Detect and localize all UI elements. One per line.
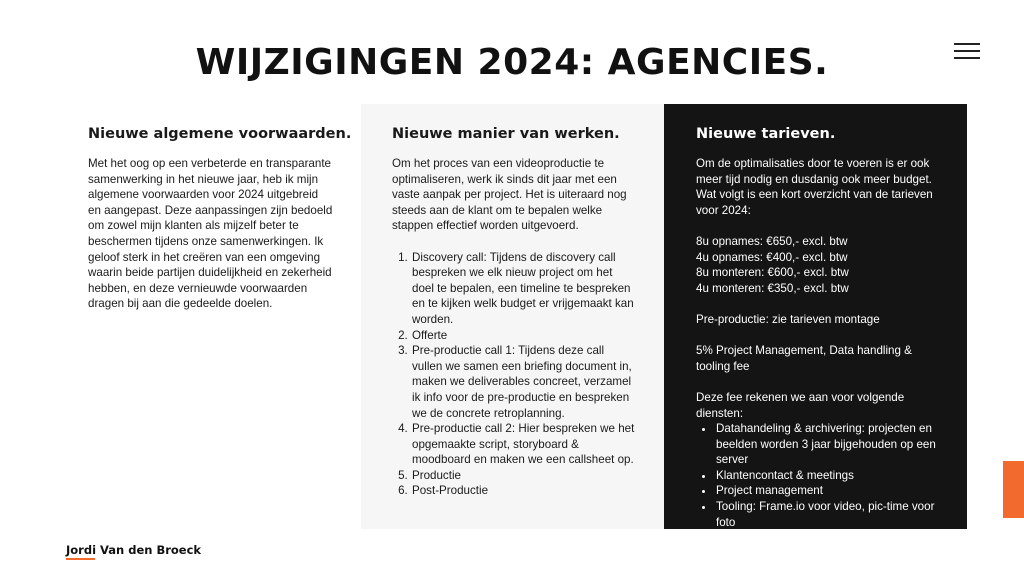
rates-intro: Om de optimalisaties door te voeren is er ook meer tijd nodig en dusdanig ook meer budget. Wat volgt is een kort overzicht van de tarieven voor 2024:	[696, 157, 933, 217]
services-list	[715, 421, 945, 530]
workflow-intro: Om het proces van een videoproductie te optimaliseren, werk ik sinds dit jaar met een vaste aanpak per project. Het is uiteraard nog steeds aan de klant om te bepalen welke stappen effectief worden uitgevoerd.	[392, 157, 627, 233]
workflow-heading: Nieuwe manier van werken.	[392, 126, 620, 142]
side-tab-button[interactable]	[1003, 461, 1024, 518]
list-item: • Tooling: Frame.io voor video, pic-time voor foto	[715, 499, 945, 530]
list-item: 6. Post-Productie	[411, 483, 636, 499]
workflow-steps	[411, 250, 636, 500]
rate-line: 4u monteren: €350,- excl. btw	[696, 281, 849, 295]
preproduction-rate: Pre-productie: zie tarieven montage	[696, 312, 880, 326]
menu-line	[954, 43, 980, 45]
fee-text: 5% Project Management, Data handling & tooling fee	[696, 344, 912, 373]
list-item: • Project management	[715, 483, 945, 499]
content-columns	[57, 104, 967, 529]
fee-intro: Deze fee rekenen we aan voor volgende diensten:	[696, 390, 905, 420]
rate-line: 4u opnames: €400,- excl. btw	[696, 250, 848, 264]
menu-line	[954, 50, 980, 52]
rates-heading: Nieuwe tarieven.	[696, 126, 836, 142]
list-item: 3. Pre-productie call 1: Tijdens deze call vullen we samen een briefing document in, maken we deliverables concreet, verzamel ik info voor de pre-productie en bespreken we de concrete retroplanning.	[411, 343, 636, 421]
terms-column	[57, 104, 361, 529]
list-item: • Datahandeling & archivering: projecten en beelden worden 3 jaar bijgehouden op een server	[715, 421, 945, 468]
rates-list	[696, 234, 945, 296]
rates-column	[664, 104, 967, 529]
terms-heading: Nieuwe algemene voorwaarden.	[88, 126, 352, 142]
page-title: WIJZIGINGEN 2024: AGENCIES.	[195, 42, 829, 83]
brand-name[interactable]: Jordi Van den Broeck	[66, 543, 202, 557]
list-item: 2. Offerte	[411, 328, 636, 344]
rate-line: 8u monteren: €600,- excl. btw	[696, 266, 849, 280]
list-item: 1. Discovery call: Tijdens de discovery call bespreken we elk nieuw project om het doel te bepalen, een timeline te bespreken en te kijken welk budget er vrijgemaakt kan worden.	[411, 250, 636, 328]
list-item: 5. Productie	[411, 468, 636, 484]
list-item: 4. Pre-productie call 2: Hier bespreken we het opgemaakte script, storyboard & moodboard en maken we een callsheet op.	[411, 421, 636, 468]
hamburger-menu-icon[interactable]	[950, 40, 982, 62]
menu-line	[954, 57, 980, 59]
brand-underline	[66, 558, 95, 560]
terms-body: Met het oog op een verbeterde en transparante samenwerking in het nieuwe jaar, heb ik mijn algemene voorwaarden voor 2024 uitgebreid en aangepast. Deze aanpassingen zijn bedoeld om zowel mijn klanten als mijzelf beter te beschermen tijdens onze samenwerkingen. Ik geloof sterk in het creëren van een omgeving waarin beide partijen duidelijkheid en zekerheid hebben, en deze vernieuwde voorwaarden dragen bij aan die gedeelde doelen.	[88, 157, 333, 311]
workflow-column	[361, 104, 664, 529]
list-item: • Klantencontact & meetings	[715, 468, 945, 484]
rate-line: 8u opnames: €650,- excl. btw	[696, 234, 848, 248]
